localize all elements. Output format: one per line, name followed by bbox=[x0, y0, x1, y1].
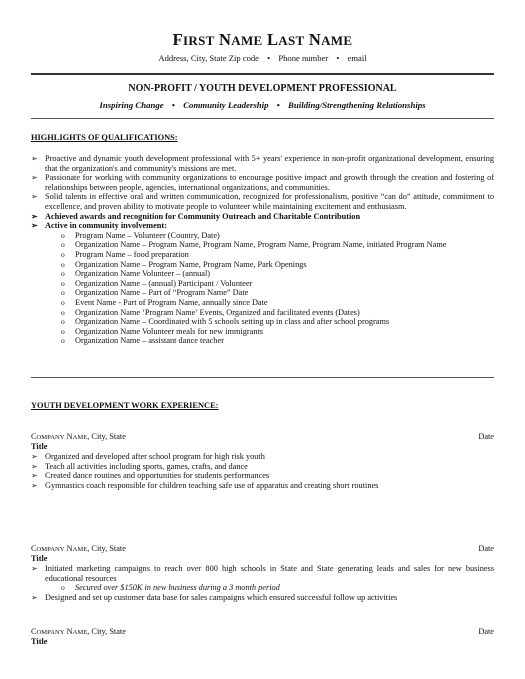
arrow-bullet-icon: ➢ bbox=[31, 211, 38, 221]
list-item: ➢ Proactive and dynamic youth development professional with 5+ years' experience in non-profit organizational development, ensuring that the organization's and community's missions are met. bbox=[31, 154, 494, 173]
contact-line bbox=[0, 53, 525, 63]
circle-bullet-icon: o bbox=[61, 297, 65, 307]
circle-bullet-icon: o bbox=[61, 240, 65, 250]
arrow-bullet-icon: ➢ bbox=[31, 221, 38, 231]
list-item: o Organization Name – Part of “Program Name” Date bbox=[61, 288, 249, 298]
circle-bullet-icon: o bbox=[61, 259, 65, 269]
circle-bullet-icon: o bbox=[61, 278, 65, 288]
list-item: ➢ Designed and set up customer data base for sales campaigns which ensured successful follow up activities bbox=[31, 592, 398, 602]
job-title: Title bbox=[31, 554, 48, 563]
strengths-line bbox=[0, 100, 525, 110]
job-header bbox=[31, 544, 494, 553]
job-date: Date bbox=[478, 544, 494, 553]
list-item: ➢ Initiated marketing campaigns to reach over 800 high schools in State and State generating leads and sales for new business educational resources o Secured over $150K in new business during a 3 month period bbox=[31, 564, 494, 593]
list-item: o Organization Name – Program Name, Program Name, Park Openings bbox=[61, 259, 307, 269]
divider bbox=[31, 118, 494, 119]
qualifications-title: HIGHLIGHTS OF QUALIFICATIONS: bbox=[31, 133, 178, 142]
headline: NON-PROFIT / YOUTH DEVELOPMENT PROFESSIONAL bbox=[128, 83, 397, 94]
list-item: ➢ Solid talents in effective oral and written communication, recognized for professionalism, positive “can do” attitude, commitment to excellence, and proven ability to motivate people to volunteer while maintaining excitement and enthusiasm. bbox=[31, 192, 494, 211]
list-item: o Organization Name Volunteer meals for new immigrants bbox=[61, 326, 264, 336]
circle-bullet-icon: o bbox=[61, 249, 65, 259]
divider bbox=[31, 73, 494, 75]
separator-dot: • bbox=[171, 100, 175, 110]
divider bbox=[31, 377, 494, 378]
phone: Phone number bbox=[278, 53, 329, 63]
separator-dot: • bbox=[276, 100, 280, 110]
list-item: ➢ Organized and developed after school program for high risk youth bbox=[31, 452, 265, 461]
sub-bullets bbox=[45, 583, 494, 593]
involvement-list bbox=[45, 231, 494, 346]
list-item: o Program Name – food preparation bbox=[61, 249, 189, 259]
separator-dot: • bbox=[267, 53, 271, 63]
job-date: Date bbox=[478, 627, 494, 636]
separator-dot: • bbox=[336, 53, 340, 63]
list-item: o Secured over $150K in new business during a 3 month period bbox=[61, 583, 280, 593]
list-item: ➢ Teach all activities including sports, games, crafts, and dance bbox=[31, 461, 248, 471]
job-header bbox=[31, 627, 494, 636]
circle-bullet-icon: o bbox=[61, 288, 65, 298]
arrow-bullet-icon: ➢ bbox=[31, 154, 38, 163]
list-item: ➢ Gymnastics coach responsible for children teaching safe use of apparatus and creating short routines bbox=[31, 480, 379, 490]
job-header bbox=[31, 432, 494, 441]
address: Address, City, State Zip code bbox=[158, 53, 259, 63]
list-item: o Program Name – Volunteer (Country, Date) bbox=[61, 230, 220, 240]
circle-bullet-icon: o bbox=[61, 269, 65, 279]
arrow-bullet-icon: ➢ bbox=[31, 461, 38, 471]
circle-bullet-icon: o bbox=[61, 230, 65, 240]
resume-name: FIRST NAME LAST NAME bbox=[172, 30, 353, 49]
strength-item: Community Leadership bbox=[183, 100, 269, 110]
list-item: o Organization Name Volunteer – (annual) bbox=[61, 269, 211, 279]
arrow-bullet-icon: ➢ bbox=[31, 564, 38, 573]
strength-item: Building/Strengthening Relationships bbox=[287, 100, 426, 110]
circle-bullet-icon: o bbox=[61, 336, 65, 346]
job-bullets bbox=[31, 452, 494, 490]
list-item: o Organization Name – assistant dance teacher bbox=[61, 336, 224, 346]
email: email bbox=[347, 53, 367, 63]
strength-item: Inspiring Change bbox=[99, 100, 164, 110]
list-item: o Event Name - Part of Program Name, annually since Date bbox=[61, 297, 268, 307]
company-name: COMPANY NAME, City, State bbox=[31, 544, 126, 553]
company-name: COMPANY NAME, City, State bbox=[31, 432, 126, 441]
circle-bullet-icon: o bbox=[61, 326, 65, 336]
list-item: ➢ Active in community involvement: o Program Name – Volunteer (Country, Date) o Organization Name – Program Name, Program Name, Program Name, Program Name, initiated Program Name o Program Name – food preparation o Organization Name – Program Name, Program Name, Park Openings o Organization Name Volunteer – (annual) o Organization Name – (annual) Participant / Volunteer o Organization Name – Part of “Program Name” Date o Event Name - Part of Program Name, annually since Date o Organization Name ‘Program Name’ Events, Organized and facilitated events (Dates) o Organization Name – Coordinated with 5 schools setting up in class and after school programs o Organization Name Volunteer meals for new immigrants o Organization Name – assistant dance teacher bbox=[31, 221, 494, 346]
arrow-bullet-icon: ➢ bbox=[31, 471, 38, 481]
arrow-bullet-icon: ➢ bbox=[31, 480, 38, 490]
experience-title: YOUTH DEVELOPMENT WORK EXPERIENCE: bbox=[31, 401, 219, 410]
job-bullets bbox=[31, 564, 494, 602]
list-item: ➢ Passionate for working with community organizations to encourage positive impact and growth through the creation and fostering of relationships between people, agencies, international organizations, and communities. bbox=[31, 173, 494, 192]
job-title: Title bbox=[31, 637, 48, 646]
arrow-bullet-icon: ➢ bbox=[31, 173, 38, 183]
circle-bullet-icon: o bbox=[61, 583, 65, 593]
qualifications-list bbox=[31, 154, 494, 346]
list-item: o Organization Name – (annual) Participant / Volunteer bbox=[61, 278, 253, 288]
list-item: o Organization Name – Program Name, Program Name, Program Name, Program Name, initiated Program Name bbox=[61, 240, 447, 250]
arrow-bullet-icon: ➢ bbox=[31, 452, 38, 461]
job-title: Title bbox=[31, 442, 48, 451]
arrow-bullet-icon: ➢ bbox=[31, 592, 38, 602]
circle-bullet-icon: o bbox=[61, 307, 65, 317]
list-item: ➢ Achieved awards and recognition for Community Outreach and Charitable Contribution bbox=[31, 211, 361, 221]
list-item: o Organization Name ‘Program Name’ Events, Organized and facilitated events (Dates) bbox=[61, 307, 360, 317]
job-date: Date bbox=[478, 432, 494, 441]
arrow-bullet-icon: ➢ bbox=[31, 192, 38, 202]
company-name: COMPANY NAME, City, State bbox=[31, 627, 126, 636]
list-item: o Organization Name – Coordinated with 5 schools setting up in class and after school programs bbox=[61, 317, 390, 327]
list-item: ➢ Created dance routines and opportunities for students performances bbox=[31, 471, 270, 481]
circle-bullet-icon: o bbox=[61, 317, 65, 327]
